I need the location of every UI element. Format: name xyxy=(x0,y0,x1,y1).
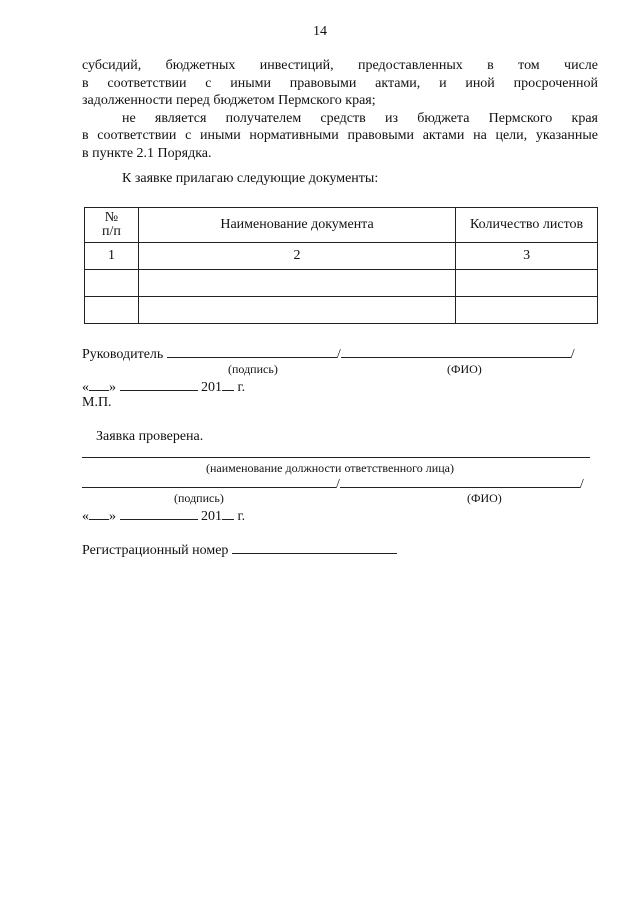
head-date-line xyxy=(82,378,245,396)
header-document-name: Наименование документа xyxy=(138,208,455,243)
table-cell: 2 xyxy=(138,243,455,270)
head-signature-field[interactable] xyxy=(167,345,337,358)
verifier-name-caption: (ФИО) xyxy=(467,491,502,505)
month-field[interactable] xyxy=(120,378,198,391)
position-caption: (наименование должности ответственного лица) xyxy=(206,461,454,475)
verifier-date-line xyxy=(82,507,245,525)
verifier-signature-line xyxy=(82,475,584,493)
header-sheet-count: Количество листов xyxy=(456,208,598,243)
date-quote: « xyxy=(82,380,89,395)
year-prefix: 201 xyxy=(201,380,222,395)
month-field[interactable] xyxy=(120,507,198,520)
table-row[interactable] xyxy=(85,297,598,324)
table-cell[interactable] xyxy=(456,270,598,297)
date-quote: » xyxy=(109,380,116,395)
table-row[interactable] xyxy=(85,270,598,297)
paragraph-line: в пункте 2.1 Порядка. xyxy=(82,145,212,161)
paragraph-line: субсидий, бюджетных инвестиций, предоставленных в том числе xyxy=(82,58,598,73)
paragraph-line: не является получателем средств из бюджета Пермского края xyxy=(122,110,598,126)
paragraph-line: в соответствии с иными нормативными правовыми актами на цели, указанные xyxy=(82,128,598,143)
separator: / xyxy=(570,347,575,362)
table-cell: 3 xyxy=(456,243,598,270)
verifier-name-field[interactable] xyxy=(340,475,580,488)
table-cell[interactable] xyxy=(456,297,598,324)
head-signature-line xyxy=(82,345,575,363)
attachments-intro: К заявке прилагаю следующие документы: xyxy=(122,171,379,186)
date-quote: « xyxy=(82,509,89,524)
head-label: Руководитель xyxy=(82,347,164,362)
stamp-label: М.П. xyxy=(82,395,112,410)
table-cell: 1 xyxy=(85,243,139,270)
year-suffix: г. xyxy=(237,509,246,524)
table-cell[interactable] xyxy=(85,270,139,297)
head-sign-caption: (подпись) xyxy=(228,362,278,376)
registration-label: Регистрационный номер xyxy=(82,543,229,558)
position-field[interactable] xyxy=(82,456,590,458)
day-field[interactable] xyxy=(89,507,109,520)
head-name-caption: (ФИО) xyxy=(447,362,482,376)
day-field[interactable] xyxy=(89,378,109,391)
verifier-signature-field[interactable] xyxy=(82,475,336,488)
year-suffix: г. xyxy=(237,380,246,395)
year-field[interactable] xyxy=(222,378,234,391)
registration-number-field[interactable] xyxy=(232,541,397,554)
table-cell[interactable] xyxy=(138,270,455,297)
page-number: 14 xyxy=(313,24,327,39)
separator: / xyxy=(336,477,340,492)
table-numbering-row xyxy=(85,243,598,270)
verifier-sign-caption: (подпись) xyxy=(174,491,224,505)
table-header-row xyxy=(85,208,598,243)
registration-line xyxy=(82,541,397,559)
table-cell[interactable] xyxy=(85,297,139,324)
separator: / xyxy=(336,347,341,362)
table-cell[interactable] xyxy=(138,297,455,324)
verification-title: Заявка проверена. xyxy=(96,429,204,444)
date-quote: » xyxy=(109,509,116,524)
year-field[interactable] xyxy=(222,507,234,520)
head-name-field[interactable] xyxy=(341,345,571,358)
separator: / xyxy=(579,477,584,492)
paragraph xyxy=(82,57,598,162)
year-prefix: 201 xyxy=(201,509,222,524)
paragraph-line: задолженности перед бюджетом Пермского края; xyxy=(82,93,376,108)
header-number: № п/п xyxy=(85,208,139,243)
documents-table xyxy=(84,207,598,324)
paragraph-line: в соответствии с иными правовыми актами, и иной просроченной xyxy=(82,75,598,91)
